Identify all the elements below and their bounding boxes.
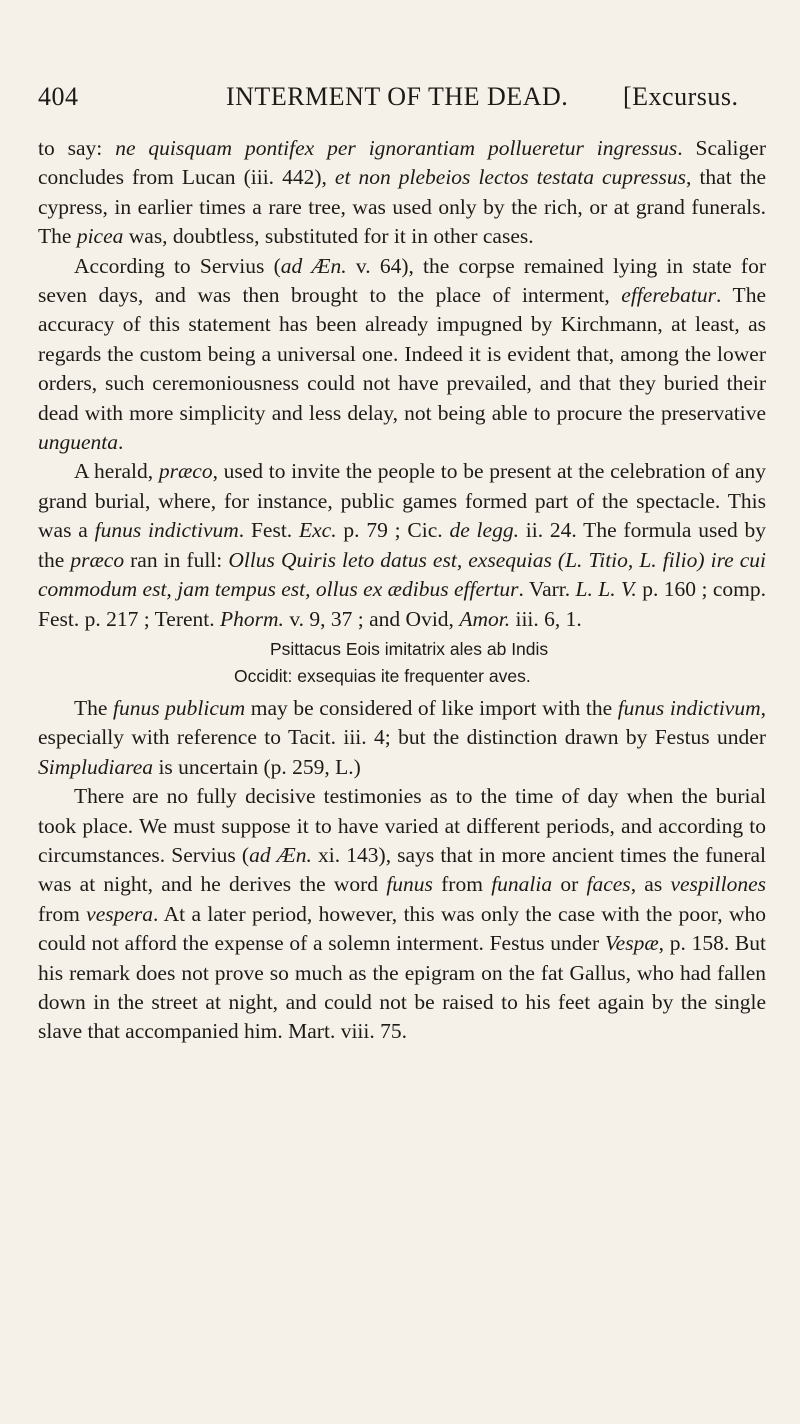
quote-line: Occidit: exsequias ite frequenter aves. xyxy=(234,665,531,686)
running-head xyxy=(38,82,778,116)
paragraph: to say: ne quisquam pontifex per ignorantiam pollueretur ingressus. Scaliger concludes from Lucan (iii. 442), et non plebeios lectos testata cupressus, that the cypress, in earlier times a rare tree, was used only by the rich, or at grand funerals. The picea was, doubtless, substituted for it in other cases. xyxy=(38,136,766,249)
paragraph: There are no fully decisive testimonies as to the time of day when the burial took place. We must suppose it to have varied at different periods, and according to circumstances. Servius (ad Æn. xi. 143), says that in more ancient times the funeral was at night, and he derives the word funus from funalia or faces, as vespillones from vespera. At a later period, however, this was only the case with the poor, who could not afford the expense of a solemn interment. Festus under Vespæ, p. 158. But his remark does not prove so much as the epigram on the fat Gallus, who had fallen down in the street at night, and could not be raised to his feet again by the single slave that accompanied him. Mart. viii. 75. xyxy=(38,784,766,1044)
paragraph: The funus publicum may be considered of like import with the funus indictivum, especially with reference to Tacit. iii. 4; but the distinction drawn by Festus under Simpludiarea is uncertain (p. 259, L.) xyxy=(38,695,766,779)
verse-quote xyxy=(38,636,766,690)
body-text xyxy=(38,134,766,1047)
paragraph: According to Servius (ad Æn. v. 64), the corpse remained lying in state for seven days, and was then brought to the place of interment, efferebatur. The accuracy of this statement has been already impugned by Kirchmann, at least, as regards the custom being a universal one. Indeed it is evident that, among the lower orders, such ceremoniousness could not have prevailed, and that they buried their dead with more simplicity and less delay, not being able to procure the preservative unguenta. xyxy=(38,253,766,455)
page-number: 404 xyxy=(38,82,79,111)
quote-line: Psittacus Eois imitatrix ales ab Indis xyxy=(270,638,549,659)
paragraph: A herald, præco, used to invite the people to be present at the celebration of any grand burial, where, for instance, public games formed part of the spectacle. This was a funus indictivum. Fest. Exc. p. 79 ; Cic. de legg. ii. 24. The formula used by the præco ran in full: Ollus Quiris leto datus est, exsequias (L. Titio, L. filio) ire cui commodum est, jam tempus est, ollus ex ædibus effertur. Varr. L. L. V. p. 160 ; comp. Fest. p. 217 ; Terent. Phorm. v. 9, 37 ; and Ovid, Amor. iii. 6, 1. xyxy=(38,459,767,631)
section-label: [Excursus. xyxy=(623,82,739,111)
chapter-title: INTERMENT OF THE DEAD. xyxy=(226,82,569,111)
